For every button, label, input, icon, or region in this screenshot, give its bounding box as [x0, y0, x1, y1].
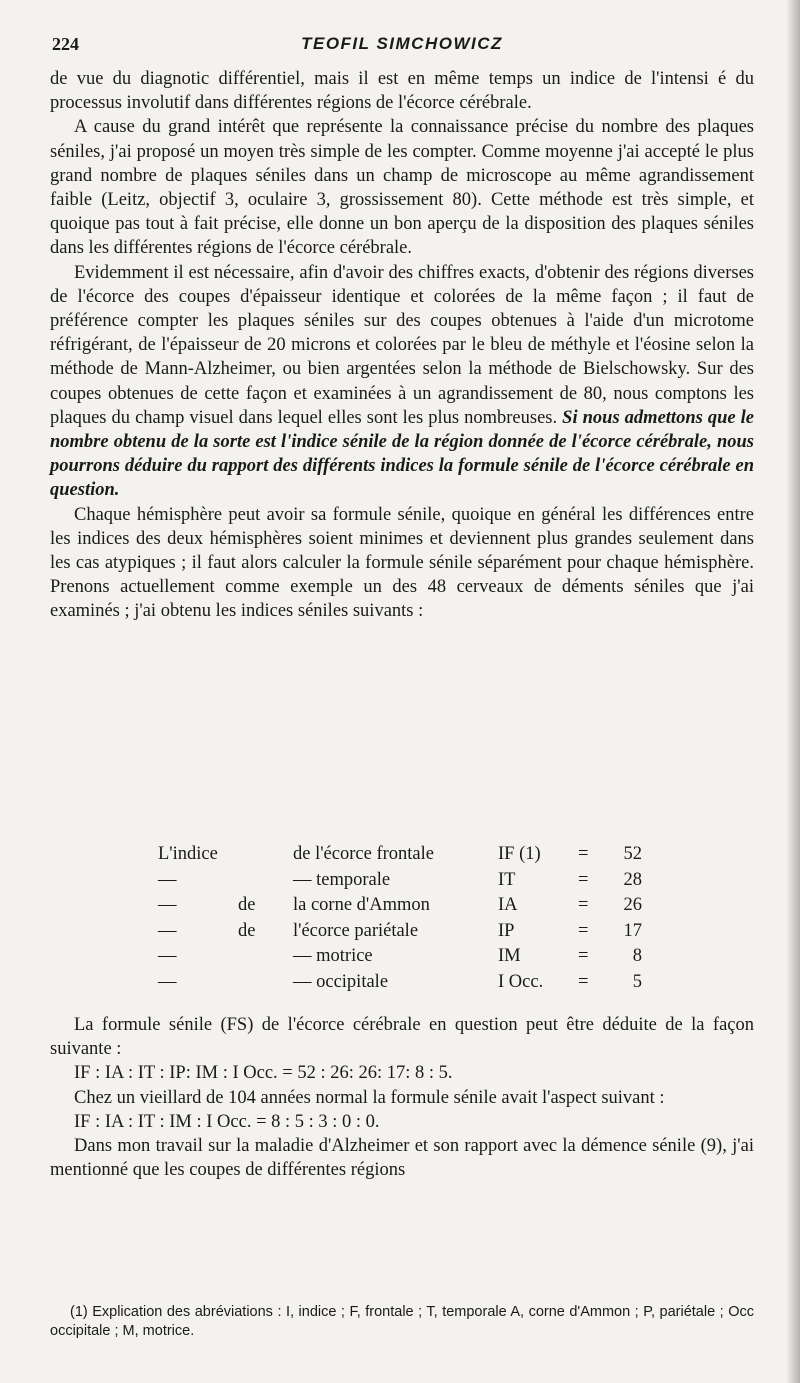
row-region: — temporale: [293, 869, 391, 890]
row-value: 8: [632, 946, 642, 966]
formula-normal: IF : IA : IT : IM : I Occ. = 8 : 5 : 3 : 0 : 0.: [74, 1111, 380, 1132]
table-row: [158, 944, 658, 970]
table-row: [158, 868, 658, 894]
row-abbreviation: IP: [498, 920, 515, 941]
row-value: 52: [623, 844, 642, 864]
running-title: TEOFIL SIMCHOWICZ: [301, 34, 503, 53]
paragraph-3: [50, 261, 754, 503]
row-equals: =: [578, 920, 589, 941]
paragraph-5: La formule sénile (FS) de l'écorce cérébrale en question peut être déduite de la façon suivante :: [50, 1015, 754, 1060]
paragraph-7: Dans mon travail sur la maladie d'Alzheimer et son rapport avec la démence sénile (9), j'ai mentionné que les coupes de différentes régions: [50, 1136, 754, 1181]
row-abbreviation: IT: [498, 869, 516, 890]
row-region: l'écorce pariétale: [293, 920, 419, 941]
page-edge-shadow: [786, 0, 800, 1383]
row-label: —: [158, 895, 177, 915]
main-text-continued: [50, 1013, 754, 1182]
row-equals: =: [578, 946, 589, 966]
page-number: 224: [52, 34, 79, 54]
row-region: — motrice: [293, 946, 373, 966]
paragraph-3-emphasis: Si nous admettons que le nombre obtenu de la sorte est l'indice sénile de la région donnée de l'écorce cérébrale, nous pourrons déduire du rapport des différents indices la formule sénile de l'écorce cérébrale en question.: [50, 407, 754, 501]
running-header: [52, 34, 752, 60]
row-equals: =: [578, 895, 589, 915]
main-text: [50, 67, 754, 624]
row-value: 28: [623, 869, 642, 890]
table-row: [158, 842, 658, 868]
formula-senile: IF : IA : IT : IP: IM : I Occ. = 52 : 26: 26: 17: 8 : 5.: [74, 1063, 453, 1084]
row-abbreviation: IF (1): [498, 844, 541, 864]
table-row: [158, 919, 658, 945]
paragraph-3-text: Evidemment il est nécessaire, afin d'avoir des chiffres exacts, d'obtenir des régions diverses de l'écorce des coupes d'épaisseur identique et colorées de la même façon ; il faut de préférence compter les plaques séniles sur des coupes obtenues à l'aide d'un microtome réfrigérant, de l'épaisseur de 20 microns et colorées par le bleu de méthyle et l'éosine selon la méthode de Mann-Alzheimer, ou bien argentées selon la méthode de Bielschowsky. Sur des coupes obtenues de cette façon et examinées à un agrandissement de 80, nous comptons les plaques du champ visuel dans lequel elles sont les plus nombreuses.: [50, 262, 754, 428]
indices-table: [158, 842, 658, 995]
paragraph-6: Chez un vieillard de 104 années normal la formule sénile avait l'aspect suivant :: [74, 1087, 665, 1108]
paragraph-4: Chaque hémisphère peut avoir sa formule sénile, quoique en général les différences entre les indices des deux hémisphères soient minimes et deviennent plus grandes seulement dans les cas atypiques ; il faut alors calculer la formule sénile séparément pour chaque hémisphère. Prenons actuellement comme exemple un des 48 cerveaux de déments séniles que j'ai examinés ; j'ai obtenu les indices séniles suivants :: [50, 504, 754, 622]
row-abbreviation: I Occ.: [498, 971, 544, 992]
row-prep: de: [238, 920, 256, 941]
footnote-text: (1) Explication des abréviations : I, indice ; F, frontale ; T, temporale A, corne d'Ammon ; P, pariétale ; Occ occipitale ; M, motrice.: [50, 1304, 754, 1339]
row-region: la corne d'Ammon: [293, 895, 430, 915]
footnote: [50, 1303, 754, 1341]
table-row: [158, 970, 658, 996]
row-equals: =: [578, 971, 589, 992]
row-equals: =: [578, 869, 589, 890]
row-region: de l'écorce frontale: [293, 844, 434, 864]
row-region: — occipitale: [293, 971, 389, 992]
row-value: 26: [623, 895, 642, 915]
row-prep: de: [238, 895, 256, 915]
table-row: [158, 893, 658, 919]
row-value: 5: [632, 971, 642, 992]
row-equals: =: [578, 844, 589, 864]
row-label: —: [158, 869, 177, 890]
paragraph-2: A cause du grand intérêt que représente la connaissance précise du nombre des plaques séniles, j'ai proposé un moyen très simple de les compter. Comme moyenne j'ai accepté le plus grand nombre de plaques séniles dans un champ de microscope au même agrandissement faible (Leitz, objectif 3, oculaire 3, grossissement 80). Cette méthode est très simple, et quoique pas tout à fait précise, elle donne un bon aperçu de la disposition des plaques séniles dans les différentes régions de l'écorce cérébrale.: [50, 117, 754, 259]
row-label: —: [158, 920, 177, 941]
row-label: —: [158, 946, 177, 966]
row-label: —: [158, 971, 177, 992]
row-label: L'indice: [158, 844, 218, 864]
row-abbreviation: IM: [498, 946, 521, 966]
paragraph-1: de vue du diagnotic différentiel, mais il est en même temps un indice de l'intensi é du processus involutif dans différentes régions de l'écorce cérébrale.: [50, 69, 754, 114]
row-value: 17: [623, 920, 642, 941]
row-abbreviation: IA: [498, 895, 518, 915]
